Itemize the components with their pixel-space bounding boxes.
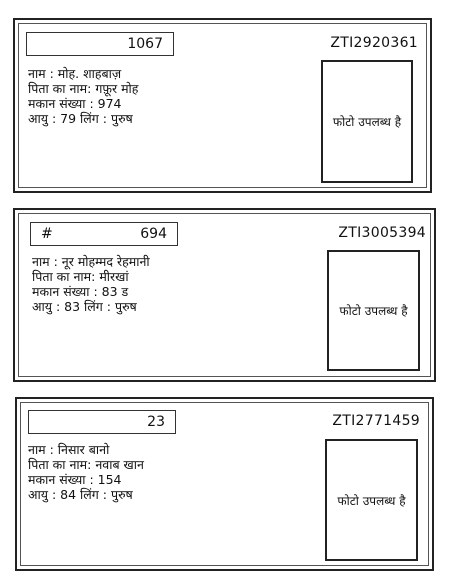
photo-placeholder xyxy=(327,250,420,371)
voter-card xyxy=(13,208,436,382)
voter-card xyxy=(13,18,432,193)
voter-name: नाम : मोह. शाहबाज़ xyxy=(28,66,122,81)
photo-available-text: फोटो उपलब्ध है xyxy=(339,304,408,318)
father-name: पिता का नाम: मीरखां xyxy=(32,269,129,284)
epic-number: ZTI3005394 xyxy=(338,225,426,241)
serial-number: 1067 xyxy=(127,36,163,52)
house-number: मकान संख्या : 154 xyxy=(28,472,122,487)
epic-number: ZTI2920361 xyxy=(330,35,418,51)
father-name: पिता का नाम: गफ़ूर मोह xyxy=(28,81,139,96)
hash-mark: # xyxy=(41,226,53,242)
age-gender: आयु : 83 लिंग : पुरुष xyxy=(32,299,137,314)
voter-card xyxy=(15,397,434,571)
photo-available-text: फोटो उपलब्ध है xyxy=(332,115,402,129)
voter-details xyxy=(32,254,150,314)
epic-number: ZTI2771459 xyxy=(332,413,420,429)
voter-details xyxy=(28,66,138,126)
serial-number-box xyxy=(30,222,178,246)
serial-number: 23 xyxy=(147,414,165,430)
voter-details xyxy=(28,442,144,502)
serial-number: 694 xyxy=(140,226,167,242)
house-number: मकान संख्या : 83 ड xyxy=(32,284,129,299)
house-number: मकान संख्या : 974 xyxy=(28,96,122,111)
voter-name: नाम : निसार बानो xyxy=(28,442,110,457)
serial-number-box xyxy=(26,32,174,56)
photo-placeholder xyxy=(325,439,418,561)
father-name: पिता का नाम: नवाब खान xyxy=(28,457,144,472)
photo-available-text: फोटो उपलब्ध है xyxy=(337,493,406,508)
age-gender: आयु : 84 लिंग : पुरुष xyxy=(28,487,133,502)
voter-name: नाम : नूर मोहम्मद रेहमानी xyxy=(32,254,150,269)
serial-number-box xyxy=(28,410,176,434)
photo-placeholder xyxy=(321,60,413,183)
age-gender: आयु : 79 लिंग : पुरुष xyxy=(28,111,133,126)
